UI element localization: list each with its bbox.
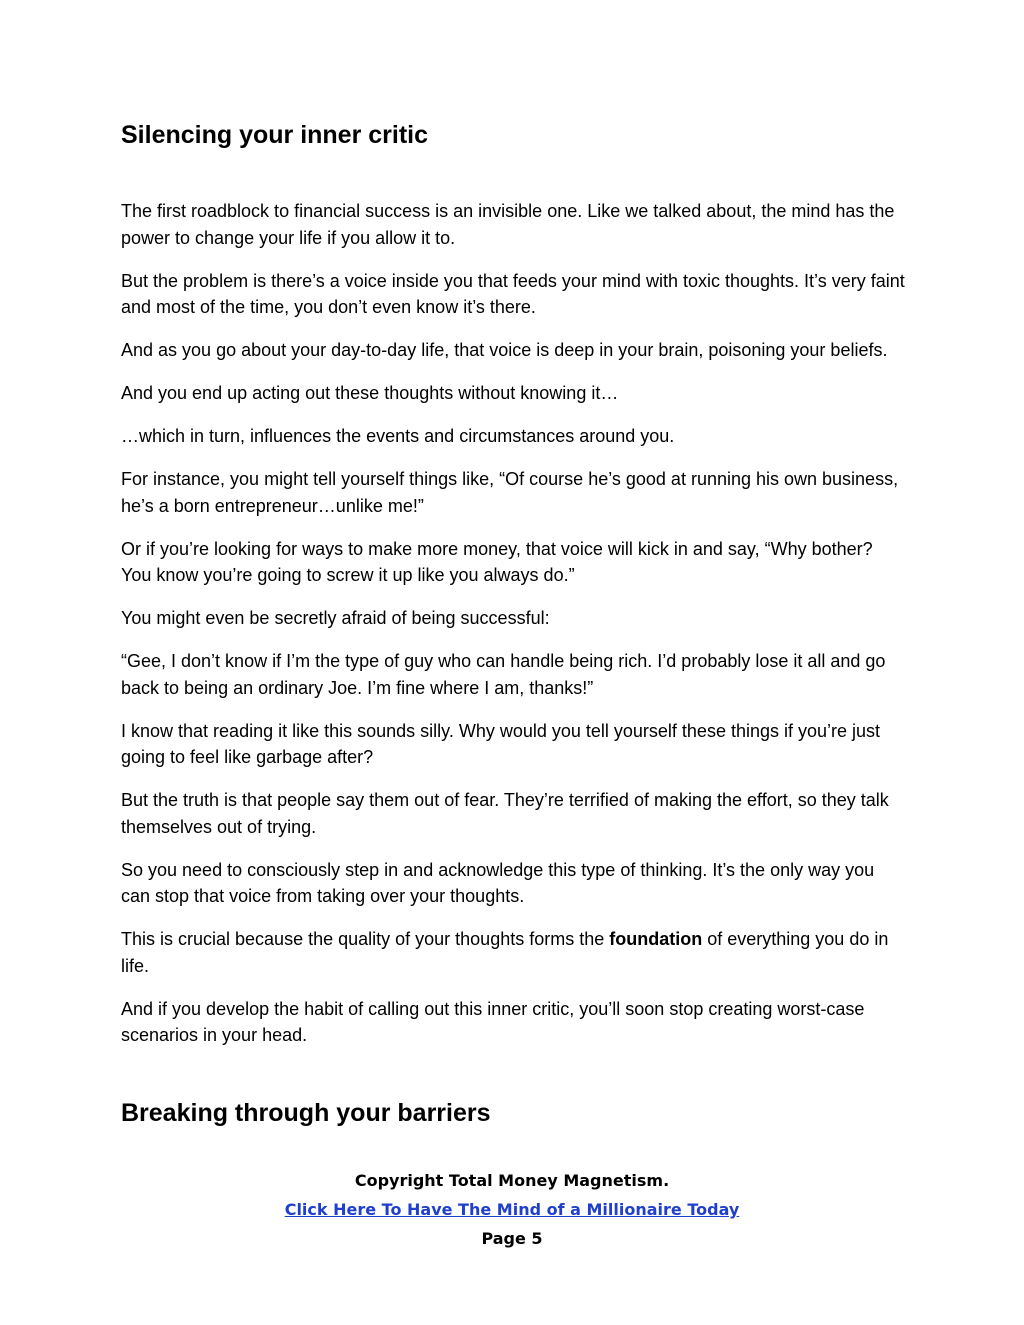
paragraph: So you need to consciously step in and acknowledge this type of thinking. It’s the only way you can stop that voice from taking over your thoughts.	[121, 859, 875, 906]
paragraph: And you end up acting out these thoughts without knowing it…	[121, 383, 619, 403]
paragraph: The first roadblock to financial success is an invisible one. Like we talked about, the mind has the power to change your life if you allow it to.	[121, 201, 895, 248]
bold-word-foundation: foundation	[609, 929, 703, 949]
paragraph: Or if you’re looking for ways to make more money, that voice will kick in and say, “Why bother? You know you’re going to screw it up like you always do.”	[121, 538, 873, 585]
footer-link-row	[0, 1195, 1024, 1224]
millionaire-link[interactable]: Click Here To Have The Mind of a Millionaire Today	[284, 1200, 740, 1219]
paragraph: But the truth is that people say them out of fear. They’re terrified of making the effort, so they talk themselves out of trying.	[121, 790, 889, 837]
paragraph-foundation	[121, 926, 906, 979]
paragraph: “Gee, I don’t know if I’m the type of guy who can handle being rich. I’d probably lose it all and go back to being an ordinary Joe. I’m fine where I am, thanks!”	[121, 651, 886, 698]
paragraph: And if you develop the habit of calling out this inner critic, you’ll soon stop creating worst-case scenarios in your head.	[121, 998, 865, 1045]
paragraph: For instance, you might tell yourself things like, “Of course he’s good at running his own business, he’s a born entrepreneur…unlike me!”	[121, 469, 899, 516]
copyright-text: Copyright Total Money Magnetism.	[354, 1171, 670, 1190]
paragraph: …which in turn, influences the events and circumstances around you.	[121, 426, 675, 446]
section-heading-inner-critic: Silencing your inner critic	[121, 121, 429, 149]
paragraph-text: of everything you do in life.	[121, 929, 889, 976]
paragraph: You might even be secretly afraid of being successful:	[121, 608, 550, 628]
paragraph-text: This is crucial because the quality of your thoughts forms the	[121, 929, 610, 949]
paragraph: I know that reading it like this sounds silly. Why would you tell yourself these things if you’re just going to feel like garbage after?	[121, 720, 881, 767]
paragraph: And as you go about your day-to-day life, that voice is deep in your brain, poisoning your beliefs.	[121, 340, 888, 360]
page-number: Page 5	[481, 1229, 543, 1248]
paragraph: But the problem is there’s a voice inside you that feeds your mind with toxic thoughts. It’s very faint and most of the time, you don’t even know it’s there.	[121, 270, 905, 317]
page-footer	[0, 1166, 1024, 1253]
section-body	[121, 198, 906, 1065]
section-heading-barriers: Breaking through your barriers	[121, 1099, 491, 1127]
